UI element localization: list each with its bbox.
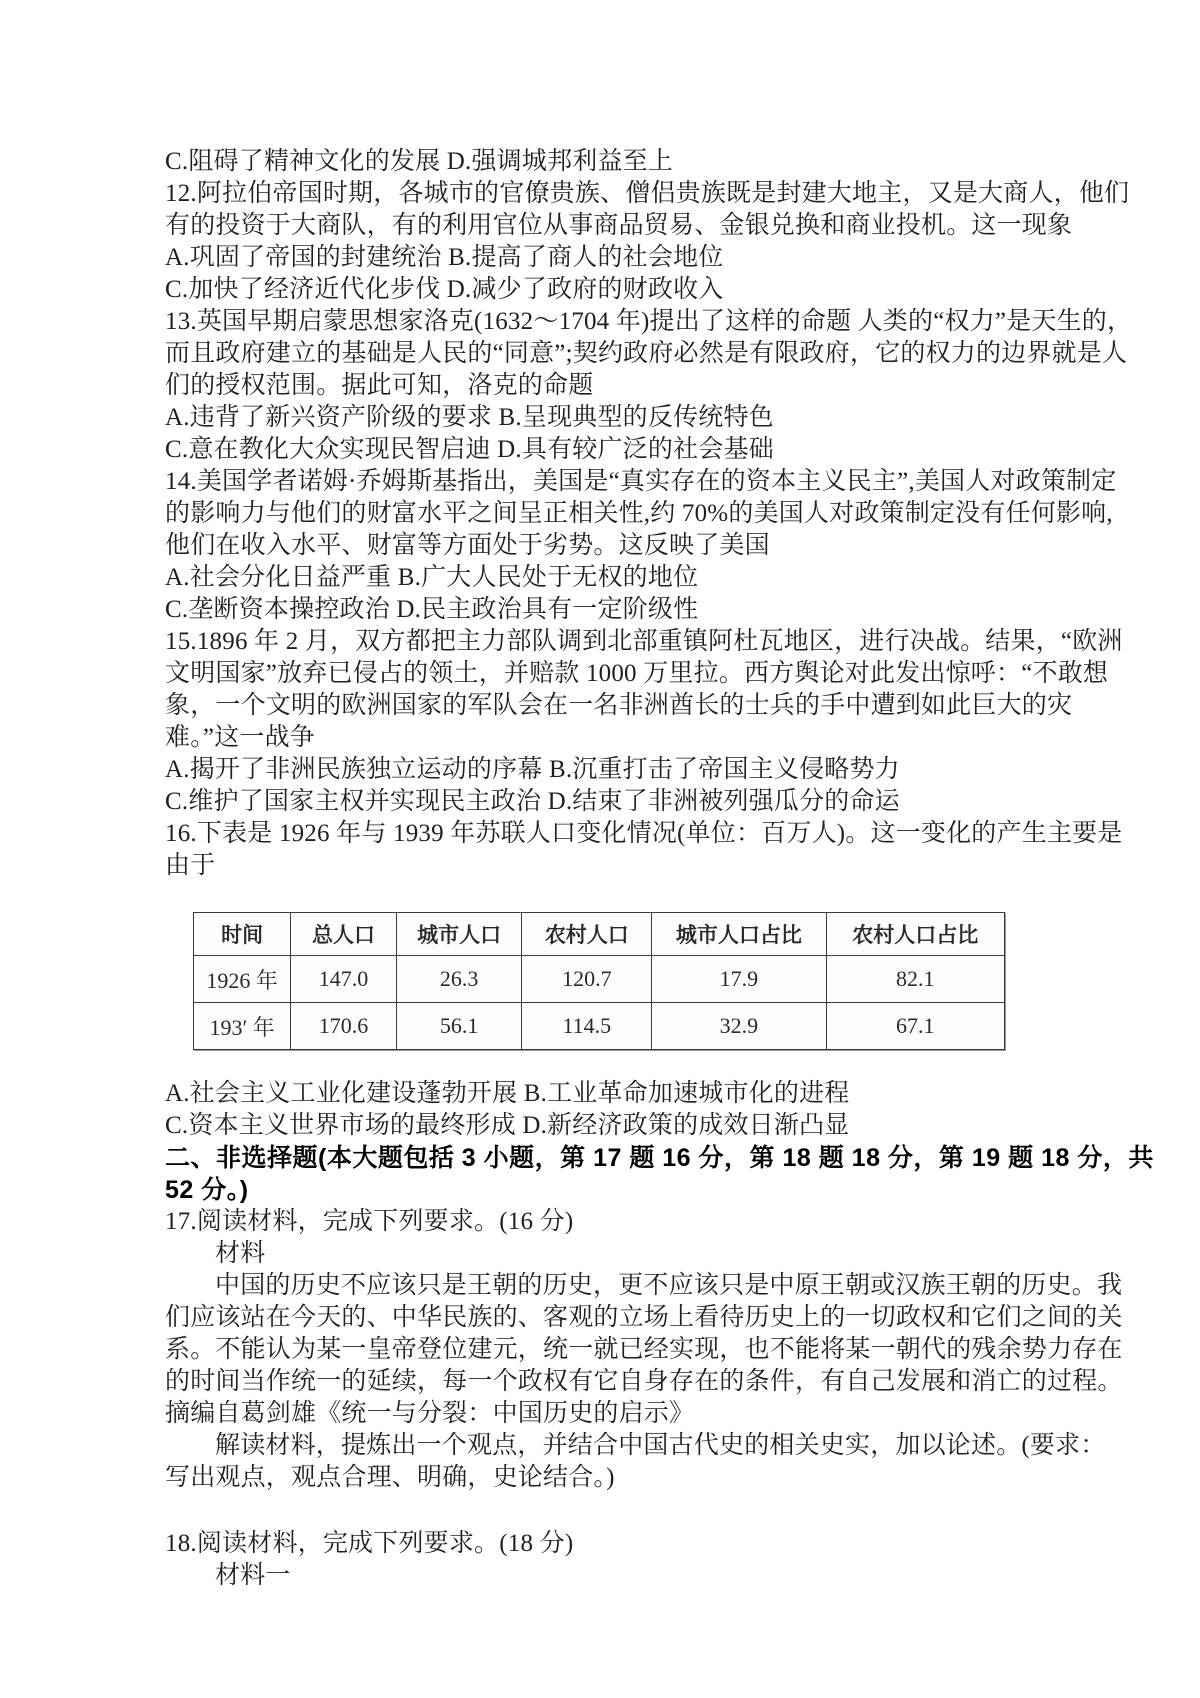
table-header-cell: 时间: [194, 913, 291, 956]
option-line: C.资本主义世界市场的最终形成 D.新经济政策的成效日渐凸显: [165, 1112, 850, 1139]
table-cell: 120.7: [522, 956, 652, 1003]
option-line: A.巩固了帝国的封建统治 B.提高了商人的社会地位: [165, 244, 724, 271]
table-cell: 67.1: [826, 1003, 1004, 1050]
option-line: C.维护了国家主权并实现民主政治 D.结束了非洲被列强瓜分的命运: [165, 788, 900, 815]
question-line: 17.阅读材料，完成下列要求。(16 分): [165, 1208, 574, 1235]
table-cell: 147.0: [291, 956, 396, 1003]
material-text-line: 的时间当作统一的延续，每一个政权有它自身存在的条件，有自己发展和消亡的过程。: [165, 1368, 1123, 1395]
table-row: [194, 956, 1005, 1003]
question-line: 难。”这一战争: [165, 724, 315, 751]
option-line: A.社会分化日益严重 B.广大人民处于无权的地位: [165, 564, 699, 591]
question-line: 有的投资于大商队，有的利用官位从事商品贸易、金银兑换和商业投机。这一现象: [165, 212, 1073, 239]
question-line: 由于: [165, 852, 216, 879]
section-header-line: 52 分。): [165, 1176, 249, 1204]
table-cell: 1926 年: [194, 956, 291, 1003]
section-header-line: 二、非选择题(本大题包括 3 小题，第 17 题 16 分，第 18 题 18 分，第 19 题 18 分，共: [165, 1144, 1154, 1172]
question-line: 象，一个文明的欧洲国家的军队会在一名非洲酋长的士兵的手中遭到如此巨大的灾: [165, 692, 1073, 719]
table-header-cell: 总人口: [291, 913, 396, 956]
table-header-cell: 农村人口占比: [826, 913, 1004, 956]
option-line: C.意在教化大众实现民智启迪 D.具有较广泛的社会基础: [165, 436, 774, 463]
question-line: 的影响力与他们的财富水平之间呈正相关性,约 70%的美国人对政策制定没有任何影响,: [165, 500, 1113, 527]
table-cell: 170.6: [291, 1003, 396, 1050]
option-line: A.违背了新兴资产阶级的要求 B.呈现典型的反传统特色: [165, 404, 774, 431]
option-line: A.社会主义工业化建设蓬勃开展 B.工业革命加速城市化的进程: [165, 1080, 850, 1107]
source-citation-line: 摘编自葛剑雄《统一与分裂：中国历史的启示》: [165, 1400, 695, 1427]
table-cell: 114.5: [522, 1003, 652, 1050]
table-header-cell: 城市人口占比: [652, 913, 826, 956]
doc-line: C.阻碍了精神文化的发展 D.强调城邦利益至上: [165, 148, 674, 175]
table-cell: 32.9: [652, 1003, 826, 1050]
material-label: 材料: [215, 1240, 266, 1267]
question-line: 他们在收入水平、财富等方面处于劣势。这反映了美国: [165, 532, 770, 559]
task-text-line: 写出观点，观点合理、明确，史论结合。): [165, 1464, 615, 1491]
option-line: C.加快了经济近代化步伐 D.减少了政府的财政收入: [165, 276, 724, 303]
option-line: C.垄断资本操控政治 D.民主政治具有一定阶级性: [165, 596, 699, 623]
table-cell: 17.9: [652, 956, 826, 1003]
material-text-line: 中国的历史不应该只是王朝的历史，更不应该只是中原王朝或汉族王朝的历史。我: [215, 1272, 1123, 1299]
table-row: [194, 1003, 1005, 1050]
question-line: 18.阅读材料，完成下列要求。(18 分): [165, 1530, 574, 1557]
population-table: [193, 912, 1005, 1050]
material-label: 材料一: [215, 1562, 291, 1589]
question-line: 15.1896 年 2 月，双方都把主力部队调到北部重镇阿杜瓦地区，进行决战。结果，“欧洲: [165, 628, 1123, 655]
table-header-cell: 农村人口: [522, 913, 652, 956]
question-line: 12.阿拉伯帝国时期，各城市的官僚贵族、僧侣贵族既是封建大地主，又是大商人，他们: [165, 180, 1130, 207]
question-line: 们的授权范围。据此可知，洛克的命题: [165, 372, 594, 399]
question-line: 14.美国学者诺姆·乔姆斯基指出，美国是“真实存在的资本主义民主”,美国人对政策制定: [165, 468, 1117, 495]
table-cell: 26.3: [396, 956, 522, 1003]
question-line: 文明国家”放弃已侵占的领土，并赔款 1000 万里拉。西方舆论对此发出惊呼：“不敢想: [165, 660, 1109, 687]
table-cell: 56.1: [396, 1003, 522, 1050]
question-line: 16.下表是 1926 年与 1939 年苏联人口变化情况(单位：百万人)。这一变化的产生主要是: [165, 820, 1123, 847]
table-cell: 82.1: [826, 956, 1004, 1003]
material-text-line: 们应该站在今天的、中华民族的、客观的立场上看待历史上的一切政权和它们之间的关: [165, 1304, 1123, 1331]
question-line: 而且政府建立的基础是人民的“同意”;契约政府必然是有限政府，它的权力的边界就是人: [165, 340, 1128, 367]
option-line: A.揭开了非洲民族独立运动的序幕 B.沉重打击了帝国主义侵略势力: [165, 756, 900, 783]
table-header-row: [194, 913, 1005, 956]
table-header-cell: 城市人口: [396, 913, 522, 956]
material-text-line: 系。不能认为某一皇帝登位建元，统一就已经实现，也不能将某一朝代的残余势力存在: [165, 1336, 1123, 1363]
task-text-line: 解读材料，提炼出一个观点，并结合中国古代史的相关史实，加以论述。(要求：: [215, 1432, 1106, 1459]
question-line: 13.英国早期启蒙思想家洛克(1632～1704 年)提出了这样的命题 人类的“权力”是天生的，: [165, 308, 1133, 335]
table-cell: 193′ 年: [194, 1003, 291, 1050]
